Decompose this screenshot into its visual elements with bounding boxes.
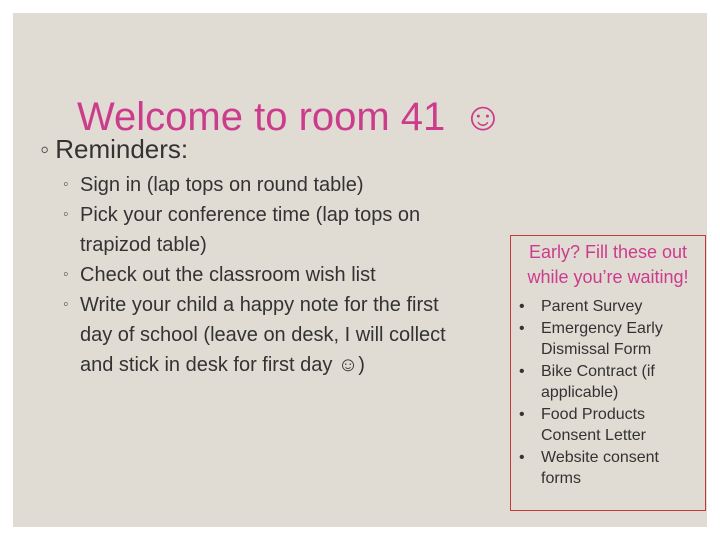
early-heading: Early? Fill these out while you’re waiting! — [527, 242, 689, 287]
list-item — [511, 318, 705, 361]
reminder-text: Sign in (lap tops on round table) — [80, 174, 364, 196]
form-item-text: Parent Survey — [541, 298, 643, 315]
bullet-dot-icon: • — [519, 448, 525, 466]
bullet-dot-icon: • — [519, 405, 525, 423]
bullet-circle-icon: ◦ — [63, 296, 69, 313]
form-item-text: Website consent forms — [541, 448, 659, 487]
list-item — [511, 447, 705, 490]
list-item — [63, 200, 473, 260]
bullet-circle-icon: ◦ — [63, 266, 69, 283]
reminder-text: Check out the classroom wish list — [80, 264, 376, 286]
list-item — [63, 260, 473, 290]
smiley-icon: ☺ — [462, 95, 504, 139]
bullet-circle-icon: ◦ — [40, 134, 50, 164]
early-forms-box — [510, 235, 706, 511]
list-item — [511, 404, 705, 447]
form-item-text: Food Products Consent Letter — [541, 405, 646, 444]
title-text: Welcome to room 41 — [77, 95, 446, 139]
reminders-heading — [40, 133, 188, 165]
bullet-circle-icon: ◦ — [63, 206, 69, 223]
reminder-text: Pick your conference time (lap tops on trapizod table) — [80, 204, 421, 256]
reminder-list — [63, 170, 473, 380]
form-item-text: Emergency Early Dismissal Form — [541, 319, 663, 358]
bullet-dot-icon: • — [519, 298, 525, 315]
form-item-text: Bike Contract (if applicable) — [541, 362, 655, 401]
list-item — [63, 170, 473, 200]
early-forms-list — [511, 296, 705, 490]
reminder-text: Write your child a happy note for the first day of school (leave on desk, I will collect and stick in desk for first day ☺) — [80, 294, 446, 376]
list-item — [63, 290, 473, 380]
list-item — [511, 296, 705, 318]
list-item — [511, 361, 705, 404]
slide — [13, 13, 707, 527]
bullet-dot-icon: • — [519, 362, 525, 380]
bullet-circle-icon: ◦ — [63, 176, 69, 193]
reminders-heading-label: Reminders: — [55, 134, 189, 164]
bullet-dot-icon: • — [519, 319, 525, 337]
